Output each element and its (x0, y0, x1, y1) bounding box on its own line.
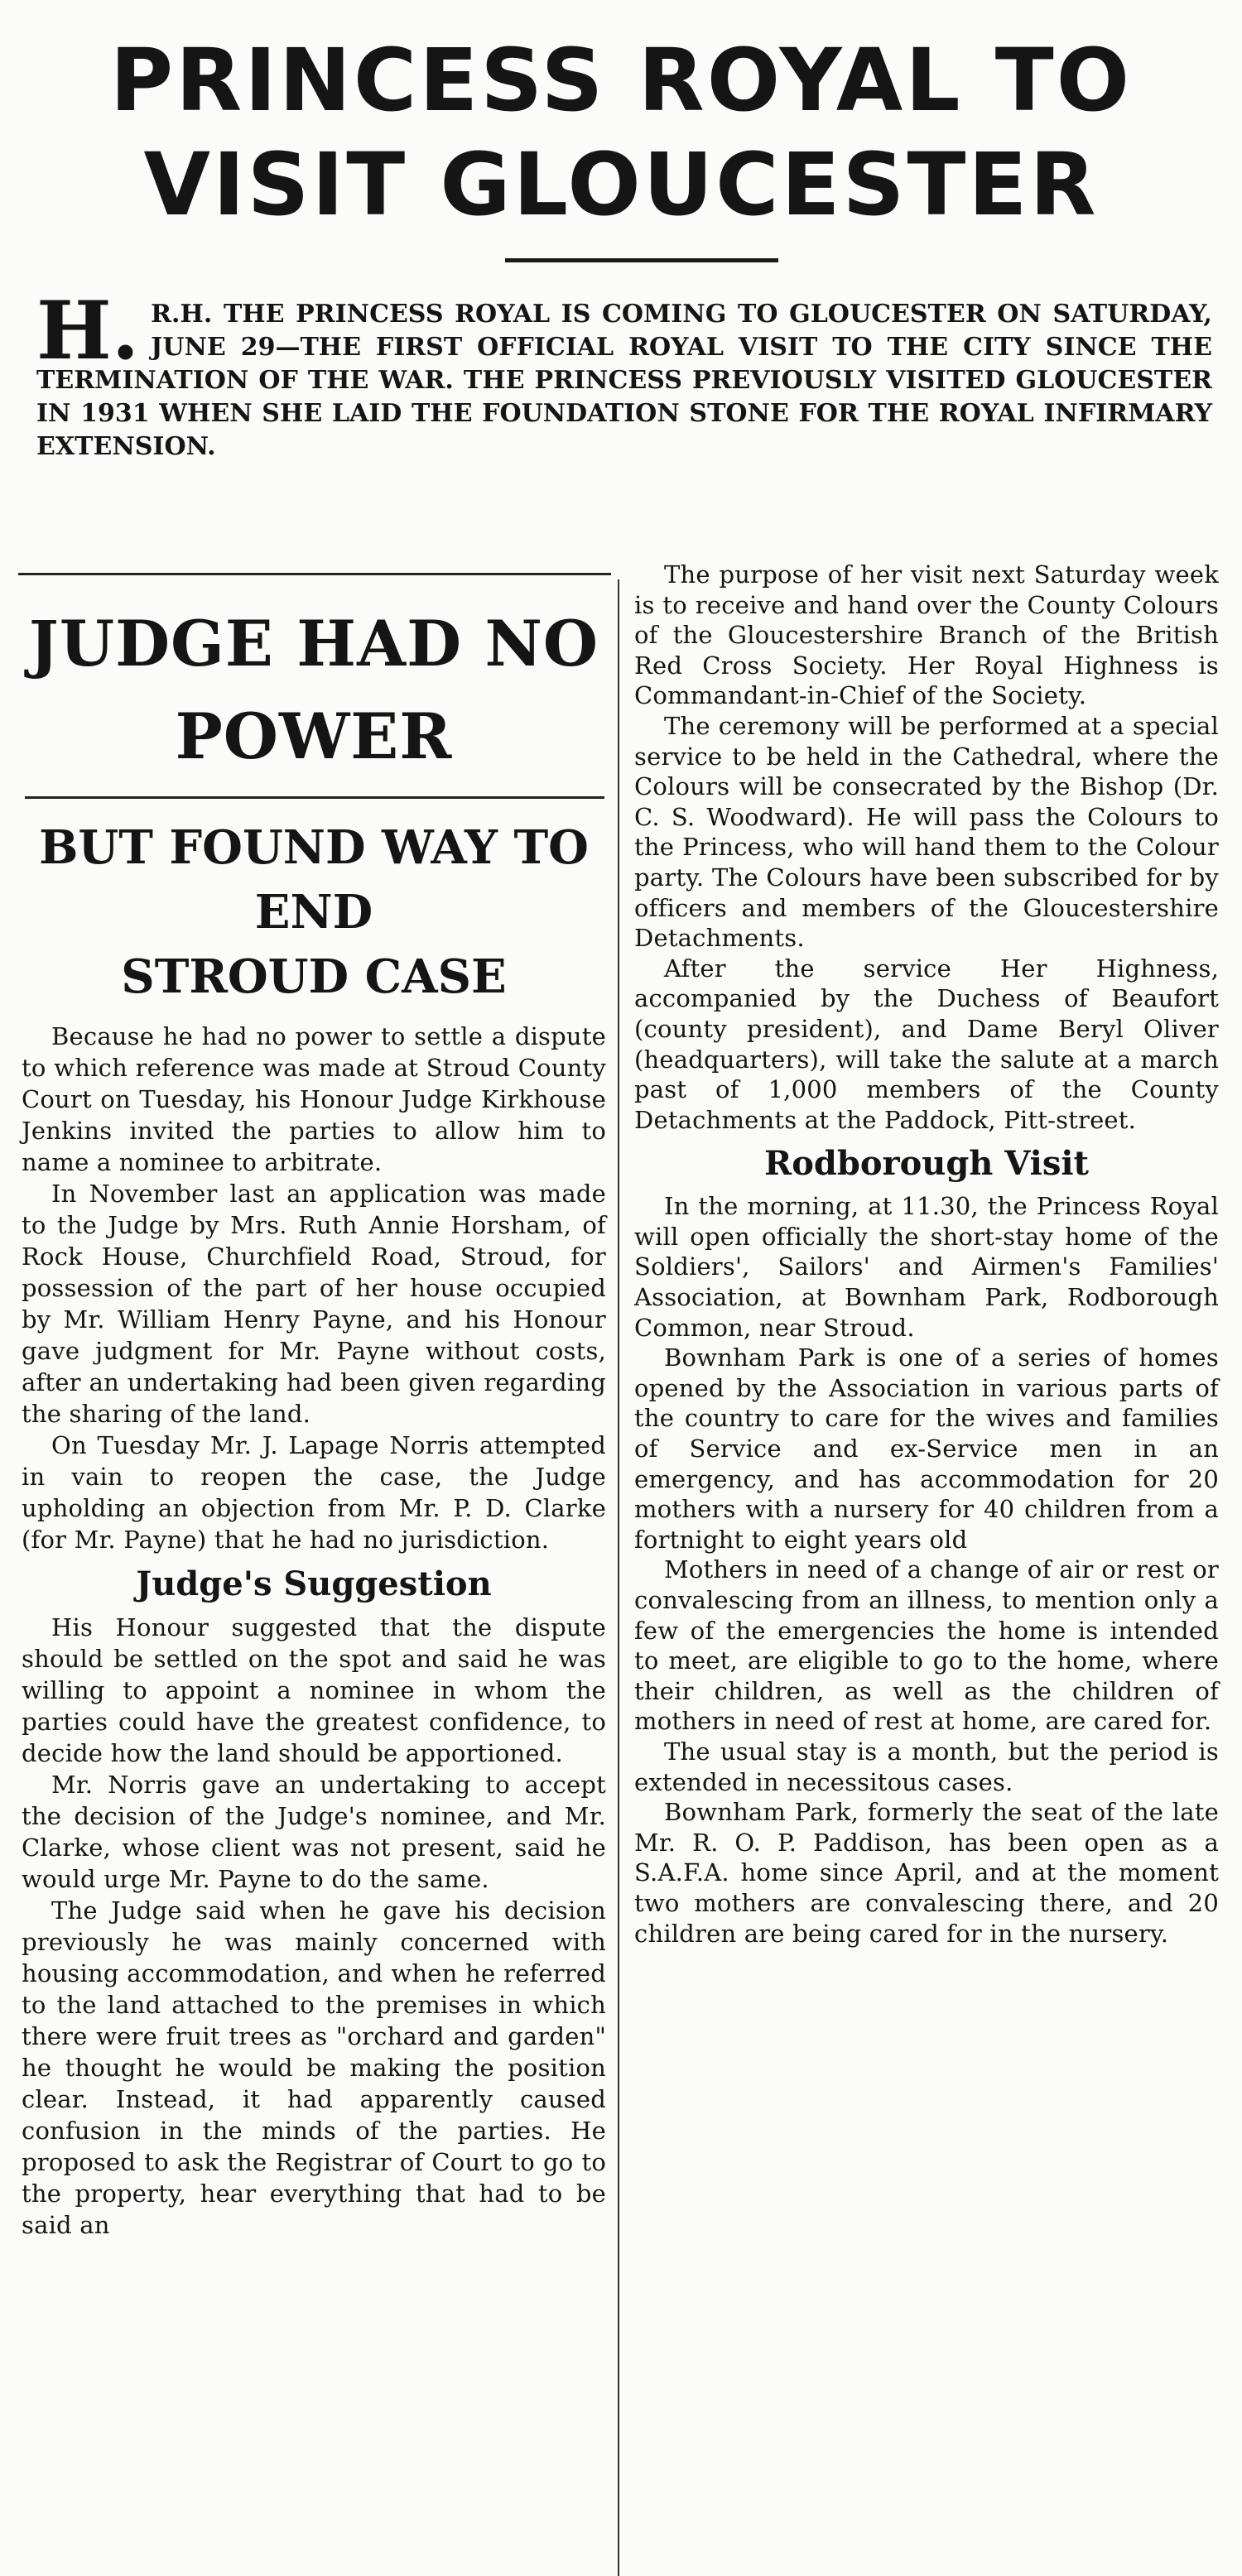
article-headline-line-2: POWER (175, 699, 453, 773)
section-head-judges-suggestion: Judge's Suggestion (136, 1564, 492, 1603)
right-paragraph-6: Mothers in need of a change of air or rest or convalescing from an illness, to mention only a few of the emergencies the home is intended to meet, are eligible to go to the home, where their children, as well as the children of mothers in need of rest at home, are cared for. (634, 1555, 1219, 1736)
left-paragraph-4: His Honour suggested that the dispute should be settled on the spot and said he was willing to appoint a nominee in whom the parties could have the greatest confidence, to decide how the land should be apportioned. (22, 1613, 606, 1767)
right-paragraph-8: Bownham Park, formerly the seat of the late Mr. R. O. P. Paddison, has been open as a S.A.F.A. home since April, and at the moment two mothers are convalescing there, and 20 children are being cared for in the nursery. (634, 1798, 1219, 1948)
right-column-article (634, 560, 1219, 1949)
article-subheadline-line-1: BUT FOUND WAY TO END (39, 820, 589, 940)
article-subheadline (22, 815, 606, 1009)
left-column-article (22, 579, 606, 2241)
intro-paragraph (36, 284, 1212, 464)
article-subheadline-line-2: STROUD CASE (121, 949, 507, 1004)
intro-text: R.H. THE PRINCESS ROYAL IS COMING TO GLOUCESTER ON SATURDAY, JUNE 29—THE FIRST OFFICIAL ROYAL VISIT TO THE CITY SINCE THE TERMINATION OF THE WAR. THE PRINCESS PREVIOUSLY VISITED GLOUCESTER IN 1931 WHEN SHE LAID THE FOUNDATION STONE FOR THE ROYAL INFIRMARY EXTENSION. (36, 300, 1212, 461)
left-paragraph-6: The Judge said when he gave his decision previously he was mainly concerned with housing accommodation, and when he referred to the land attached to the premises in which there were fruit trees as "orchard and garden" he thought he would be making the position clear. Instead, it had apparently caused confusion in the minds of the parties. He proposed to ask the Registrar of Court to go to the property, hear everything that had to be said an (22, 1896, 606, 2239)
headline-line-2: VISIT GLOUCESTER (143, 134, 1099, 235)
headline-rule (505, 258, 778, 262)
right-paragraph-1: The purpose of her visit next Saturday week is to receive and hand over the County Colours of the Gloucestershire Branch of the British Red Cross Society. Her Royal Highness is Commandant-in-Chief of the Society. (634, 560, 1219, 710)
right-paragraph-2: The ceremony will be performed at a special service to be held in the Cathedral, where the Colours will be consecrated by the Bishop (Dr. C. S. Woodward). He will pass the Colours to the Princess, who will hand them to the Colour party. The Colours have been subscribed for by officers and members of the Gloucestershire Detachments. (634, 711, 1219, 953)
right-paragraph-4: In the morning, at 11.30, the Princess Royal will open officially the short-stay home of the Soldiers', Sailors' and Airmen's Families' Association, at Bownham Park, Rodborough Common, near Stroud. (634, 1192, 1219, 1342)
right-paragraph-3: After the service Her Highness, accompanied by the Duchess of Beaufort (county president), and Dame Beryl Oliver (headquarters), will take the salute at a march past of 1,000 members of the County Detachments at the Paddock, Pitt-street. (634, 954, 1219, 1134)
left-paragraph-2: In November last an application was made to the Judge by Mrs. Ruth Annie Horsham, of Rock House, Churchfield Road, Stroud, for possession of the part of her house occupied by Mr. William Henry Payne, and his Honour gave judgment for Mr. Payne without costs, after an undertaking had been given regarding the sharing of the land. (22, 1180, 606, 1428)
column-separator (618, 579, 619, 2576)
left-column-top-rule (18, 573, 611, 575)
intro-dropcap: H. (36, 284, 140, 377)
right-paragraph-5: Bownham Park is one of a series of homes opened by the Association in various parts of the country to care for the wives and families of Service and ex-Service men in an emergency, and has accommodation for 20 mothers with a nursery for 40 children from a fortnight to eight years old (634, 1343, 1219, 1554)
left-paragraph-3: On Tuesday Mr. J. Lapage Norris attempted in vain to reopen the case, the Judge upholding an objection from Mr. P. D. Clarke (for Mr. Payne) that he had no jurisdiction. (22, 1431, 606, 1554)
subheadline-rule (25, 796, 604, 799)
section-head-rodborough-visit: Rodborough Visit (763, 1144, 1090, 1184)
right-paragraph-7: The usual stay is a month, but the period is extended in necessitous cases. (634, 1737, 1219, 1796)
left-paragraph-1: Because he had no power to settle a dispute to which reference was made at Stroud County Court on Tuesday, his Honour Judge Kirkhouse Jenkins invited the parties to allow him to name a nominee to arbitrate. (22, 1022, 606, 1176)
left-paragraph-5: Mr. Norris gave an undertaking to accept the decision of the Judge's nominee, and Mr. Clarke, whose client was not present, said he would urge Mr. Payne to do the same. (22, 1771, 606, 1893)
headline-line-1: PRINCESS ROYAL TO (109, 30, 1133, 131)
article-headline-line-1: JUDGE HAD NO (28, 607, 599, 680)
article-headline (22, 598, 606, 783)
